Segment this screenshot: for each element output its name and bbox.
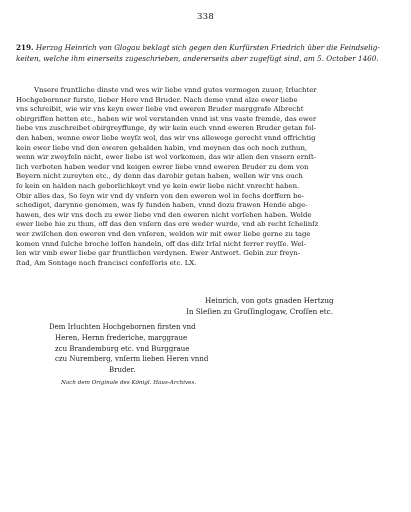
signature-block	[186, 296, 334, 317]
body-line: schediget, darynne genomen, was ſy funden haben, vnnd dozu frawen Hende abge-	[16, 201, 308, 210]
body-line: lich verboten haben weder vnd keigen ewrer liebe vnnd eweren Bruder zu dem von	[16, 162, 309, 171]
body-line: Beyern nicht zureyten etc., dy denn das darobir getan haben, wellen wir vns ouch	[16, 172, 303, 181]
address-line: Heren, Hernn frederiche, marggraue	[55, 333, 188, 342]
body-line: liebe vns zuschreibet obirgreyffunge, dy wir kein euch vnnd eweren Bruder getan fol-	[16, 124, 317, 133]
heading-text-1: Herzog Heinrich von Glogau beklagt sich gegen den Kurfürsten Friedrich über die Feindselig-	[35, 43, 380, 52]
signature-line-2: In Sleſien zu Groſſinglogaw, Croſſen etc.	[186, 306, 333, 316]
address-line: czu Nuremberg, vnſerm lieben Heren vnnd	[55, 355, 209, 364]
body-line: wer zwiſchen den eweren vnd den vnſeren, welden wir mit ewer liebe gerne zu tage	[16, 229, 311, 238]
body-line: Vnsere fruntliche dinste vnd wes wir liebe vnnd gutes vermogen zuuor, Irluchter	[34, 86, 317, 94]
document-number: 219.	[16, 43, 34, 52]
body-line: ewer liebe hie zu thun, off das den vnſern das ere weder wurde, vnd ab recht ſchelinſz	[16, 220, 319, 229]
body-line: Obir alles das, So ſeyn wir vnd dy vnſern von den eweren wol in ſechs dorffern be-	[16, 191, 304, 200]
body-line: komen vnnd ſulche broche loſſen handeln, off das diſz Irſal nicht ferrer reyſſe. Wel-	[16, 239, 306, 248]
heading-line-1	[16, 42, 394, 53]
address-line: Bruder.	[109, 366, 136, 375]
letter-body	[16, 86, 401, 268]
address-line: Dem Irluchten Hochgebornen firsten vnd	[49, 323, 196, 331]
source-note: Nach dem Originale des Königl. Haus-Archives.	[61, 380, 197, 386]
body-line: len wir vmb ewer liebe gar fruntlichen verdynen. Ewer Antwort. Gebin zur freyn-	[16, 249, 301, 258]
body-line: kein ewer liebe vnd den eweren gehalden habin, vnd meynen das och noch zuthun,	[16, 143, 308, 152]
page-number: 338	[196, 12, 215, 22]
heading-line-2: keiten, welche ihm einerseits zugeschrieben, andererseits aber zugefügt sind, am 5. October 1460.	[16, 54, 379, 63]
address-line: zcu Brandemburg etc. vnd Burggraue	[55, 344, 190, 353]
signature-line-1: Heinrich, von gots gnaden Hertzug	[205, 296, 334, 305]
body-line: den haben, wenne ewer liebe weyſz wol, das wir vns allewege gerecht vnnd offrichtig	[16, 133, 316, 142]
body-line: vns schreibit, wie wir vns keyn ewer liebe vnd eweren Bruder marggrafe Albrecht	[16, 105, 304, 114]
body-line: Hochgebornner furste, lieber Here vnd Bruder. Nach deme vnnd alze ewer liebe	[16, 95, 298, 104]
body-line: ſo kein en halden nach geborlichkeyt vnd ye kein ewir liebe nicht vnrecht haben.	[16, 181, 300, 190]
document-heading	[16, 42, 394, 64]
body-line: ſtad, Am Sontage nach francisci confeſſoris etc. LX.	[16, 258, 197, 267]
body-line: wenn wir zweyfeln nicht, ewer liebe ist wol vorkomen, das wir allen den vnsern ernſt-	[16, 153, 317, 162]
body-line: hawen, des wir vns doch zu ewer liebe vnd den eweren nicht vorſehen haben. Welde	[16, 210, 312, 219]
body-line: obirgriffen hetten etc., haben wir wol verstanden vnnd ist vns vaste fremde, das ewer	[16, 114, 317, 123]
address-block	[49, 322, 208, 376]
